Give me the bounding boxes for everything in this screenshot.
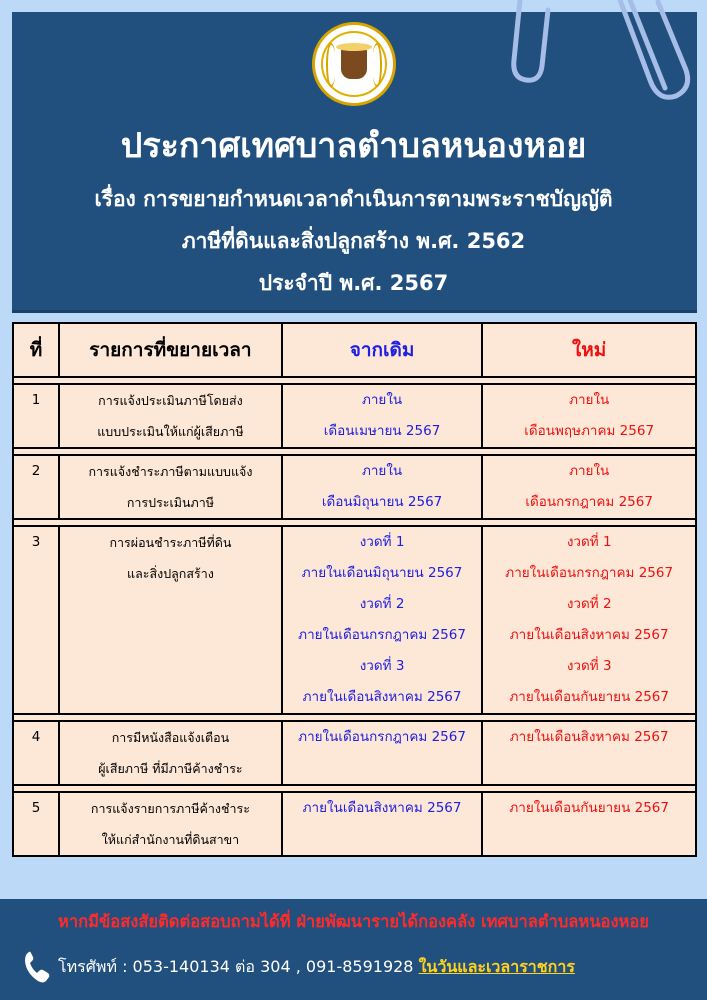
drum-icon <box>341 47 367 79</box>
table-row <box>13 721 696 785</box>
subject-line-2: ภาษีที่ดินและสิ่งปลูกสร้าง พ.ศ. 2562 <box>181 229 526 253</box>
row-old-deadline-text: ภายในเดือนมิถุนายน 2567 <box>301 565 463 581</box>
row-separator <box>13 519 696 526</box>
row-old-deadline <box>282 526 483 714</box>
row-separator-cell <box>13 519 696 526</box>
table-body <box>13 377 696 856</box>
contact-line: หากมีข้อสงสัยติดต่อสอบถามได้ที่ ฝ่ายพัฒนารายได้กองคลัง เทศบาลตำบลหนองหอย <box>58 912 649 931</box>
row-separator-cell <box>13 785 696 792</box>
table-row <box>13 792 696 856</box>
row-new-deadline-text: งวดที่ 2 <box>566 596 612 612</box>
row-item <box>59 792 282 856</box>
row-item-text: ให้แก่สำนักงานที่ดินสาขา <box>101 832 240 847</box>
row-item-text: การผ่อนชำระภาษีที่ดิน <box>109 535 232 550</box>
row-item-text: การมีหนังสือแจ้งเตือน <box>111 730 230 745</box>
footer-bar <box>0 899 707 1000</box>
row-separator <box>13 714 696 721</box>
wheat-left-icon <box>326 43 336 87</box>
table-row <box>13 384 696 448</box>
row-old-deadline-text: ภายในเดือนกรกฎาคม 2567 <box>298 627 466 643</box>
subject-line-1: เรื่อง การขยายกำหนดเวลาดำเนินการตามพระราชบัญญัติ <box>94 187 613 211</box>
row-separator-cell <box>13 377 696 384</box>
extension-table <box>12 322 697 857</box>
row-item <box>59 455 282 519</box>
row-new-deadline-text: ภายในเดือนกันยายน 2567 <box>509 800 669 816</box>
row-old-deadline <box>282 455 483 519</box>
header-no: ที่ <box>13 323 59 377</box>
row-separator <box>13 785 696 792</box>
row-old-deadline <box>282 792 483 856</box>
wheat-right-icon <box>372 43 382 87</box>
row-number-text: 3 <box>31 534 41 550</box>
row-old-deadline <box>282 721 483 785</box>
row-new-deadline-text: งวดที่ 1 <box>566 534 612 550</box>
row-old-deadline-text: เดือนมิถุนายน 2567 <box>321 494 443 510</box>
row-number-text: 2 <box>31 463 41 479</box>
row-item-text: และสิ่งปลูกสร้าง <box>127 566 214 581</box>
row-item-text: แบบประเมินให้แก่ผู้เสียภาษี <box>97 424 244 439</box>
row-new-deadline-text: เดือนพฤษภาคม 2567 <box>524 423 655 439</box>
paperclip-icon <box>80 0 290 110</box>
row-item <box>59 384 282 448</box>
table-row <box>13 455 696 519</box>
row-item <box>59 526 282 714</box>
phone-line <box>58 955 575 980</box>
row-item-text: การประเมินภาษี <box>126 495 215 510</box>
header-item: รายการที่ขยายเวลา <box>59 323 282 377</box>
row-old-deadline-text: ภายในเดือนกรกฎาคม 2567 <box>298 729 466 745</box>
row-old-deadline-text: งวดที่ 3 <box>359 658 405 674</box>
row-old-deadline-text: เดือนเมษายน 2567 <box>323 423 441 439</box>
header-new: ใหม่ <box>482 323 696 377</box>
paperclip-icon <box>500 0 707 120</box>
row-new-deadline-text: ภายในเดือนสิงหาคม 2567 <box>509 627 669 643</box>
row-old-deadline <box>282 384 483 448</box>
row-item-text: การแจ้งชำระภาษีตามแบบแจ้ง <box>88 464 253 479</box>
row-number <box>13 792 59 856</box>
phone-icon <box>22 949 52 985</box>
row-new-deadline-text: ภายใน <box>569 463 610 479</box>
table-header-row <box>13 323 696 377</box>
row-new-deadline <box>482 455 696 519</box>
row-number <box>13 721 59 785</box>
row-separator <box>13 377 696 384</box>
table-row <box>13 526 696 714</box>
drum-top-icon <box>336 43 372 51</box>
row-new-deadline-text: ภายใน <box>569 392 610 408</box>
row-number-text: 5 <box>31 800 41 816</box>
row-new-deadline <box>482 721 696 785</box>
row-item-text: การแจ้งประเมินภาษีโดยส่ง <box>98 393 243 408</box>
header-old: จากเดิม <box>282 323 483 377</box>
row-separator <box>13 448 696 455</box>
row-number-text: 1 <box>31 392 41 408</box>
row-number <box>13 384 59 448</box>
row-separator-cell <box>13 714 696 721</box>
row-new-deadline-text: ภายในเดือนกรกฎาคม 2567 <box>505 565 674 581</box>
row-old-deadline-text: ภายในเดือนสิงหาคม 2567 <box>302 800 462 816</box>
municipality-seal-icon <box>312 22 396 106</box>
phone-numbers: โทรศัพท์ : 053-140134 ต่อ 304 , 091-8591928 <box>58 957 414 976</box>
row-number-text: 4 <box>31 729 41 745</box>
row-new-deadline-text: เดือนกรกฎาคม 2567 <box>525 494 653 510</box>
row-new-deadline <box>482 526 696 714</box>
row-new-deadline-text: ภายในเดือนกันยายน 2567 <box>509 689 669 705</box>
row-number <box>13 455 59 519</box>
row-item <box>59 721 282 785</box>
row-new-deadline <box>482 792 696 856</box>
row-old-deadline-text: ภายใน <box>361 463 403 479</box>
row-old-deadline-text: ภายใน <box>361 392 403 408</box>
office-hours: ในวันและเวลาราชการ <box>418 957 575 976</box>
row-old-deadline-text: งวดที่ 1 <box>359 534 405 550</box>
row-number <box>13 526 59 714</box>
row-old-deadline-text: ภายในเดือนสิงหาคม 2567 <box>302 689 462 705</box>
row-new-deadline-text: งวดที่ 3 <box>566 658 612 674</box>
subject-line-3: ประจำปี พ.ศ. 2567 <box>258 271 449 295</box>
row-separator-cell <box>13 448 696 455</box>
row-new-deadline-text: ภายในเดือนสิงหาคม 2567 <box>509 729 669 745</box>
row-item-text: ผู้เสียภาษี ที่มีภาษีค้างชำระ <box>98 761 243 776</box>
row-new-deadline <box>482 384 696 448</box>
row-old-deadline-text: งวดที่ 2 <box>359 596 405 612</box>
row-item-text: การแจ้งรายการภาษีค้างชำระ <box>90 801 250 816</box>
page-title: ประกาศเทศบาลตำบลหนองหอย <box>120 126 587 166</box>
